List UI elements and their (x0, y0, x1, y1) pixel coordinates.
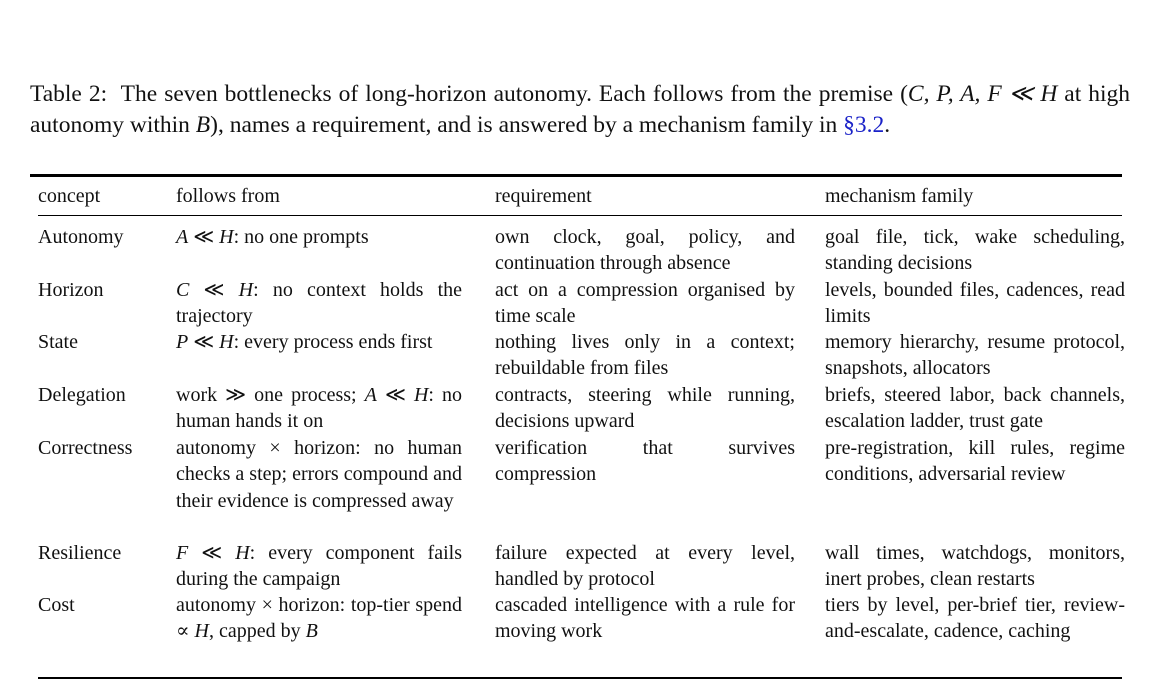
row-mechanism: pre-registration, kill rules, regime conditions, adversarial review (825, 437, 1125, 486)
row-concept: Cost (38, 594, 75, 616)
row-concept: Horizon (38, 279, 104, 301)
row-mechanism: levels, bounded files, cadences, read limits (825, 279, 1125, 328)
caption-text-a: The seven bottlenecks of long-horizon autonomy. Each follows from the premise ( (120, 81, 908, 107)
row-mechanism: memory hierarchy, resume protocol, snapshots, allocators (825, 331, 1125, 380)
caption-math-b: B (195, 111, 211, 138)
row-concept: State (38, 331, 78, 353)
row-requirement: contracts, steering while running, decisions upward (495, 384, 795, 433)
row-mechanism: briefs, steered labor, back channels, escalation ladder, trust gate (825, 384, 1125, 433)
header-requirement: requirement (495, 185, 592, 207)
row-concept: Autonomy (38, 226, 124, 248)
row-follows-from: F ≪ H: every component fails during the campaign (176, 542, 462, 591)
row-follows-from: work ≫ one process; A ≪ H: no human hands it on (176, 384, 462, 433)
caption-text-d: . (884, 111, 891, 138)
row-follows-from: A ≪ H: no one prompts (176, 226, 369, 248)
row-requirement: nothing lives only in a context; rebuildable from files (495, 331, 795, 380)
row-follows-from: autonomy × horizon: no human checks a step; errors compound and their evidence is compressed away (176, 437, 463, 512)
row-requirement: failure expected at every level, handled by protocol (495, 542, 795, 591)
header-follows-from: follows from (176, 185, 280, 207)
caption-text-c: ), names a requirement, and is answered by a mechanism family in (210, 111, 844, 138)
table-top-rule (30, 174, 1122, 177)
row-concept: Correctness (38, 437, 133, 459)
row-concept: Resilience (38, 542, 122, 564)
row-mechanism: goal file, tick, wake scheduling, standing decisions (825, 226, 1125, 275)
header-concept: concept (38, 185, 101, 207)
row-follows-from: C ≪ H: no context holds the trajectory (176, 279, 462, 328)
row-requirement: verification that survives compression (495, 437, 795, 486)
row-requirement: cascaded intelligence with a rule for moving work (495, 594, 795, 643)
row-requirement: act on a compression organised by time scale (495, 279, 795, 328)
caption-text-b: at high autonomy within (30, 81, 1130, 138)
caption-math: C, P, A, F ≪ H (907, 81, 1058, 107)
row-mechanism: wall times, watchdogs, monitors, inert probes, clean restarts (825, 542, 1125, 591)
row-requirement: own clock, goal, policy, and continuation through absence (495, 226, 795, 275)
row-follows-from: autonomy × horizon: top-tier spend ∝ H, capped by B (176, 594, 462, 643)
row-follows-from: P ≪ H: every process ends first (176, 331, 433, 353)
table-caption (30, 79, 1130, 140)
row-concept: Delegation (38, 384, 126, 406)
section-ref-link[interactable]: §3.2 (843, 111, 885, 138)
table-header-rule (38, 215, 1122, 216)
table-bottom-rule (38, 677, 1122, 679)
caption-label: Table 2: (30, 81, 108, 107)
header-mechanism-family: mechanism family (825, 185, 974, 207)
row-mechanism: tiers by level, per-brief tier, review-and-escalate, cadence, caching (825, 594, 1125, 643)
